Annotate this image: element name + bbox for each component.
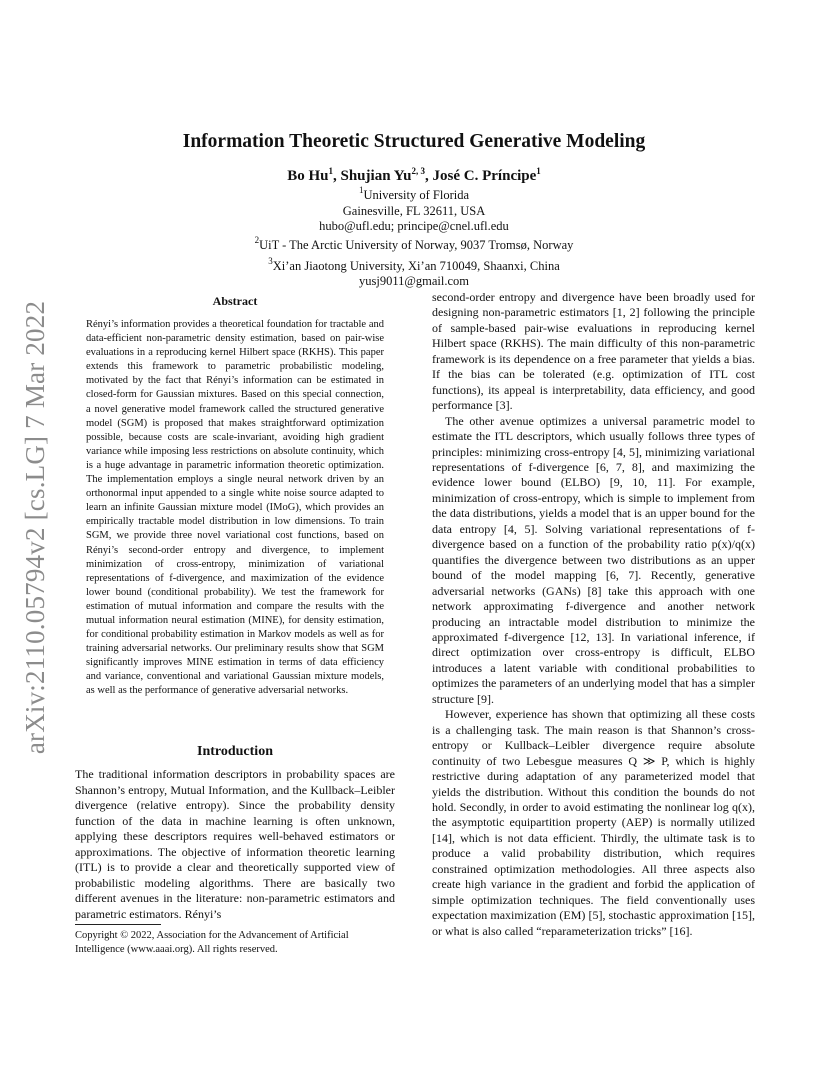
affiliation-address: Gainesville, FL 32611, USA: [342, 203, 486, 218]
author-name: José C. Príncipe: [432, 168, 537, 184]
affiliation-others: [100, 233, 728, 290]
author-affiliation-mark: 1: [536, 166, 541, 176]
affiliation-mark: 2: [254, 235, 260, 245]
footnote-divider: [75, 924, 161, 925]
introduction-heading: Introduction: [197, 744, 273, 759]
affiliation-name: University of Florida: [363, 188, 470, 202]
author-separator: ,: [333, 168, 341, 184]
affiliation-email: yusj9011@gmail.com: [359, 274, 469, 288]
author-name: Bo Hu: [287, 168, 329, 184]
affiliation-name: UiT - The Arctic University of Norway, 9037 Tromsø, Norway: [259, 238, 574, 252]
arxiv-stamp-text: arXiv:2110.05794v2 [cs.LG] 7 Mar 2022: [20, 300, 51, 754]
affiliation-mark: 3: [268, 255, 273, 266]
author-affiliation-mark: 1: [328, 166, 333, 176]
affiliation-name: Xi’an Jiaotong University, Xi’an 710049, Shaanxi, China: [272, 258, 560, 273]
author-list: [100, 162, 728, 185]
abstract-text: Rényi’s information provides a theoretical foundation for tractable and data-efficient non-parametric density estimation, based on pair-wise evaluations in a reproducing kernel Hilbert space (RKHS). This paper extends this framework to parametric probabilistic modeling, motivated by the fact that Rényi’s information can be estimated in closed-form for Gaussian mixtures. Based on this special connection, a novel generative model framework called the structured generative model (SGM) is proposed that makes straightforward optimization possible, because costs are scale-invariant, avoiding high gradient variance while imposing less restrictions on absolute continuity, which is a huge advantage in parametric information theoretic optimization. The implementation employs a single neural network driven by an orthonormal input appended to a single white noise source adapted to learn an infinite Gaussian mixture model (IMoG), which provides an empirically tractable model distribution in low dimensions. To train SGM, we provide three novel variational cost functions, based on Rényi’s second-order entropy and divergence, to implement minimization of cross-entropy, minimization of variational representations of f-divergence, and maximization of the evidence lower bound (conditional probability). We test the framework for estimation of mutual information and compare the results with the mutual information neural estimation (MINE), for density estimation, for conditional probability estimation in Markov models as well as for training adversarial networks. Our preliminary results show that SGM significantly improves MINE estimation in terms of data efficiency and variance, conventional and variational Gaussian mixture models, as well as the performance of generative adversarial networks.: [86, 319, 384, 697]
introduction-paragraph: The traditional information descriptors in probability spaces are Shannon’s entropy, Mutual Information, and the Kullback–Leibler divergence (relative entropy). Since the probability density function of the data in machine learning is often unknown, applying these descriptors requires well-behaved estimators or approximations. The objective of information theoretic learning (ITL) is to provide a clear and theoretically supported view of probabilistic modeling algorithms. There are basically two different avenues in the literature: non-parametric estimators and parametric estimators. Rényi’s: [75, 767, 395, 921]
affiliation-emails: hubo@ufl.edu; principe@cnel.ufl.edu: [319, 219, 509, 233]
affiliation-mark: 1: [358, 185, 364, 195]
author-name: Shujian Yu: [340, 168, 412, 184]
author-separator: ,: [425, 168, 433, 184]
author-affiliation-mark: 2, 3: [411, 166, 426, 176]
paper-title: Information Theoretic Structured Generative Modeling: [182, 131, 646, 152]
body-paragraph: second-order entropy and divergence have been broadly used for designing non-parametric estimators [1, 2] following the principle of sample-based pair-wise evaluations in reproducing kernel Hilbert space (RKHS). The main difficulty of this non-parametric framework is its dependence on a free parameter that yields a bias. If the bias can be tolerated (e.g. optimization of ITL cost functions), its appeal is interpretability, data efficiency, and good performance [3].: [432, 290, 755, 413]
copyright-footnote: Copyright © 2022, Association for the Advancement of Artificial Intelligence (www.aaai.org). All rights reserved.: [75, 930, 349, 955]
right-column: [432, 290, 755, 939]
affiliation-florida: [100, 183, 728, 235]
body-paragraph: The other avenue optimizes a universal parametric model to estimate the ITL descriptors, which usually follows three types of principles: minimizing cross-entropy [4, 5], minimizing variational representations of f-divergence [6, 7, 8], and maximizing the evidence lower bound (ELBO) [9, 10, 11]. For example, minimization of cross-entropy, which is simple to implement from the data distributions, yields a model that is an upper bound for the data entropy [4, 5]. Solving variational representations of f-divergence based on a function of the probability ratio p(x)/q(x) quantifies the divergence between two distributions as an upper bound of the model mapping [6, 7]. Recently, generative adversarial networks (GANs) [8] take this approach with one network approximating f-divergence and another network producing an intractable model distribution to minimize the approximated f-divergence [12, 13]. In variational inference, if direct optimization over cross-entropy is difficult, ELBO introduces a latent variable with conditional probabilities to optimizes the parameters of an underlying model that has a simpler structure [9].: [432, 413, 755, 706]
arxiv-identifier-stamp: [14, 292, 58, 762]
abstract-heading: Abstract: [212, 294, 258, 308]
body-paragraph: However, experience has shown that optimizing all these costs is a challenging task. The main reason is that Shannon’s cross-entropy or Kullback–Leibler divergence require absolute continuity of two Lebesgue measures Q ≫ P, which is highly restrictive during adaptation of any parameterized model that yields the distribution. Without this condition the bounds do not hold. Secondly, in order to avoid estimating the nonlinear log q(x), the asymptotic equipartition property (AEP) is normally utilized [14], which is not data efficient. Thirdly, the ultimate task is to produce a valid probability distribution, which requires constrained optimization methodologies. All three aspects also create high variance in the gradient and forbid the application of simple optimization techniques. The field conventionally uses expectation maximization (EM) [5], stochastic approximation [15], or what is also called “reparameterization tricks” [16].: [432, 707, 755, 938]
